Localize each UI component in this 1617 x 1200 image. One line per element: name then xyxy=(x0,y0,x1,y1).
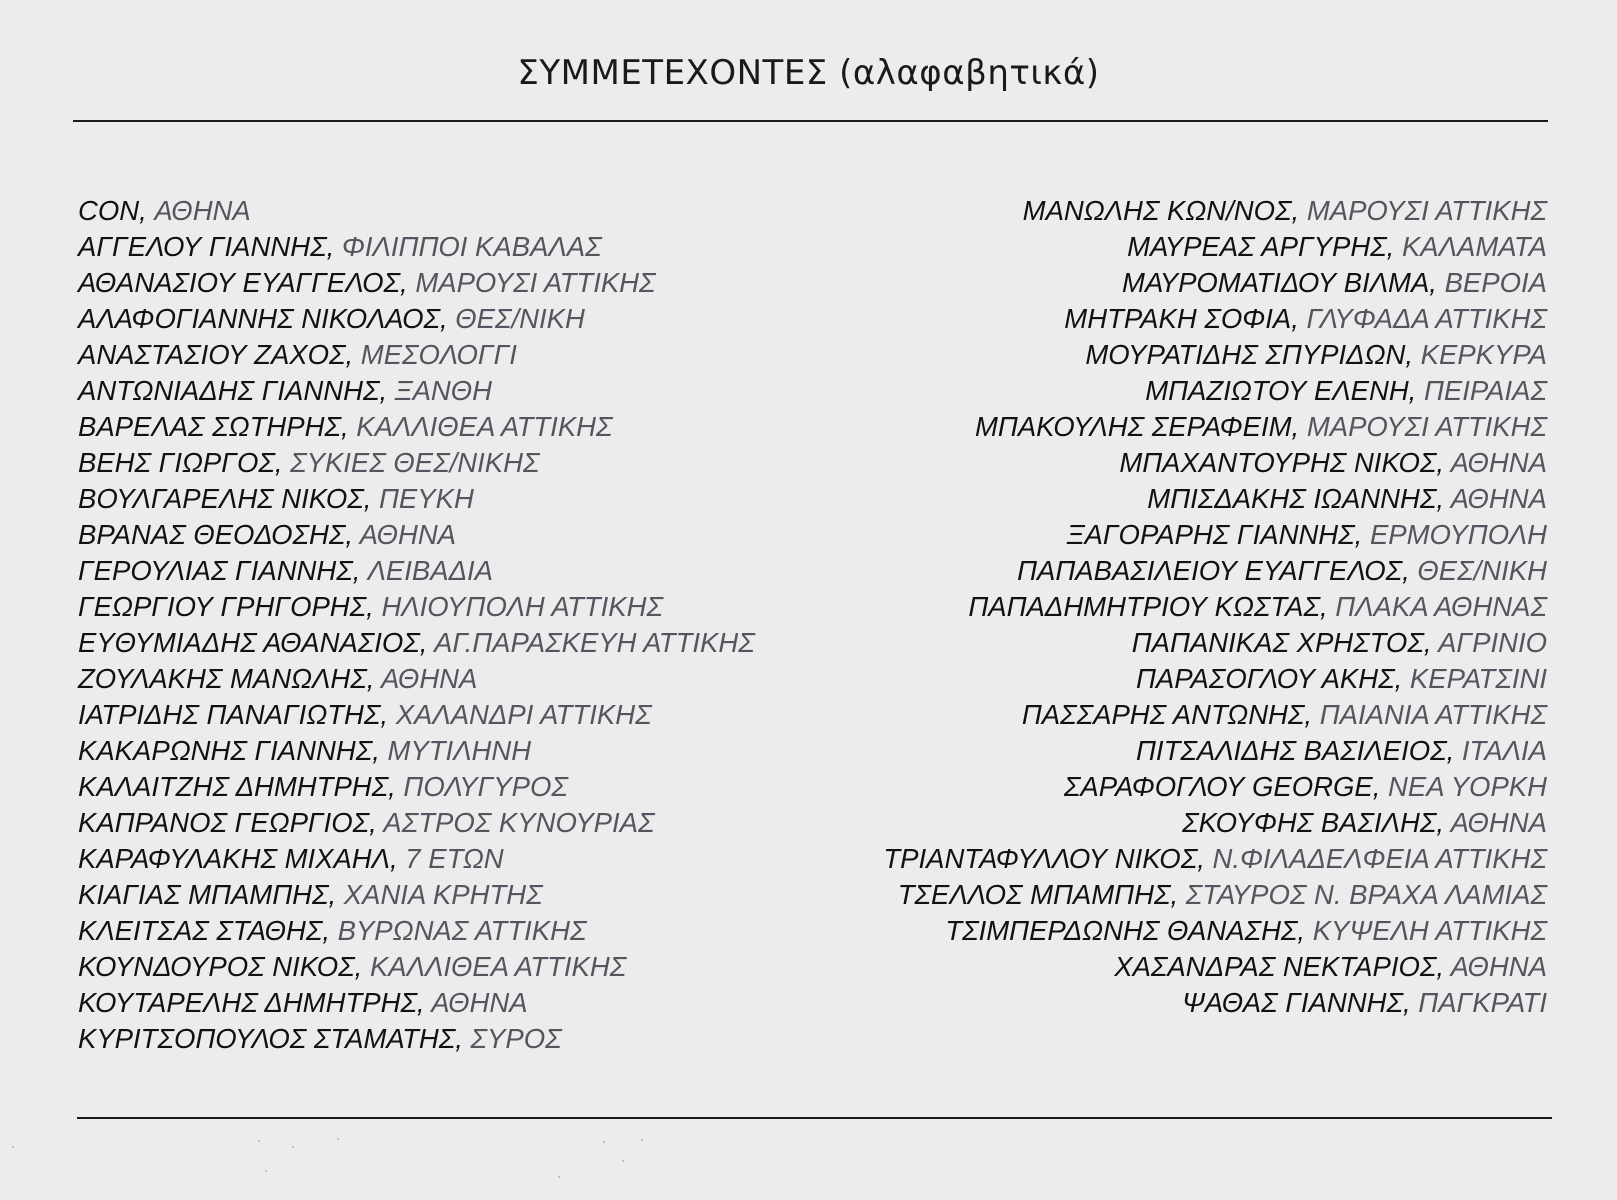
participant-name: ΠΑΠΑΔΗΜΗΤΡΙΟΥ ΚΩΣΤΑΣ, xyxy=(968,591,1328,622)
participant-entry xyxy=(78,805,755,841)
participant-entry xyxy=(78,337,755,373)
participant-entry xyxy=(78,625,755,661)
participant-entry xyxy=(78,841,755,877)
participant-location: ΠΕΙΡΑΙΑΣ xyxy=(1423,375,1547,406)
participant-name: ΑΝΑΣΤΑΣΙΟΥ ΖΑΧΟΣ, xyxy=(78,339,354,370)
participant-name: ΜΠΑΖΙΩΤΟΥ ΕΛΕΝΗ, xyxy=(1145,375,1417,406)
participant-location: ΒΥΡΩΝΑΣ ΑΤΤΙΚΗΣ xyxy=(337,915,587,946)
participant-name: ΜΠΑΚΟΥΛΗΣ ΣΕΡΑΦΕΙΜ, xyxy=(975,411,1300,442)
participant-name: ΚΑΠΡΑΝΟΣ ΓΕΩΡΓΙΟΣ, xyxy=(78,807,377,838)
participant-location: ΑΘΗΝΑ xyxy=(1450,483,1547,514)
participant-location: ΧΑΛΑΝΔΡΙ ΑΤΤΙΚΗΣ xyxy=(395,699,652,730)
participant-location: ΘΕΣ/ΝΙΚΗ xyxy=(1417,555,1547,586)
participant-name: ΒΑΡΕΛΑΣ ΣΩΤΗΡΗΣ, xyxy=(78,411,349,442)
participant-name: ΞΑΓΟΡΑΡΗΣ ΓΙΑΝΝΗΣ, xyxy=(1066,519,1363,550)
participant-name: ΜΑΥΡΕΑΣ ΑΡΓΥΡΗΣ, xyxy=(1127,231,1395,262)
participant-name: ΜΗΤΡΑΚΗ ΣΟΦΙΑ, xyxy=(1064,303,1299,334)
participant-entry xyxy=(78,769,755,805)
participant-location: ΚΑΛΑΜΑΤΑ xyxy=(1401,231,1547,262)
participant-entry xyxy=(78,481,755,517)
bottom-divider xyxy=(77,1117,1552,1119)
participant-location: ΑΘΗΝΑ xyxy=(1450,951,1547,982)
participant-entry xyxy=(78,697,755,733)
participant-location: ΣΥΚΙΕΣ ΘΕΣ/ΝΙΚΗΣ xyxy=(290,447,540,478)
participant-name: ΜΠΙΣΔΑΚΗΣ ΙΩΑΝΝΗΣ, xyxy=(1147,483,1444,514)
participant-entry xyxy=(883,265,1547,301)
participant-location: ΠΟΛΥΓΥΡΟΣ xyxy=(403,771,568,802)
participant-entry xyxy=(883,445,1547,481)
participant-location: ΚΑΛΛΙΘΕΑ ΑΤΤΙΚΗΣ xyxy=(356,411,613,442)
participant-location: ΠΕΥΚΗ xyxy=(379,483,474,514)
participant-name: ΙΑΤΡΙΔΗΣ ΠΑΝΑΓΙΩΤΗΣ, xyxy=(78,699,389,730)
participant-location: ΚΥΨΕΛΗ ΑΤΤΙΚΗΣ xyxy=(1312,915,1547,946)
participant-entry xyxy=(883,733,1547,769)
participant-location: ΧΑΝΙΑ ΚΡΗΤΗΣ xyxy=(343,879,543,910)
participant-location: 7 ΕΤΩΝ xyxy=(405,843,504,874)
participant-location: ΦΙΛΙΠΠΟΙ ΚΑΒΑΛΑΣ xyxy=(341,231,602,262)
participant-name: ΠΑΣΣΑΡΗΣ ΑΝΤΩΝΗΣ, xyxy=(1021,699,1313,730)
participant-name: ΧΑΣΑΝΔΡΑΣ ΝΕΚΤΑΡΙΟΣ, xyxy=(1114,951,1444,982)
participant-name: ΑΝΤΩΝΙΑΔΗΣ ΓΙΑΝΝΗΣ, xyxy=(78,375,388,406)
participant-entry xyxy=(883,193,1547,229)
participant-location: ΜΥΤΙΛΗΝΗ xyxy=(387,735,532,766)
participant-name: ΑΓΓΕΛΟΥ ΓΙΑΝΝΗΣ, xyxy=(78,231,335,262)
participant-location: ΕΡΜΟΥΠΟΛΗ xyxy=(1369,519,1547,550)
participant-name: ΨΑΘΑΣ ΓΙΑΝΝΗΣ, xyxy=(1181,987,1411,1018)
participant-location: ΑΘΗΝΑ xyxy=(154,195,251,226)
participant-name: ΚΟΥΤΑΡΕΛΗΣ ΔΗΜΗΤΡΗΣ, xyxy=(78,987,425,1018)
participant-entry xyxy=(78,913,755,949)
participant-name: ΒΟΥΛΓΑΡΕΛΗΣ ΝΙΚΟΣ, xyxy=(78,483,372,514)
participant-location: ΠΑΓΚΡΑΤΙ xyxy=(1418,987,1547,1018)
participant-entry xyxy=(883,589,1547,625)
participant-entry xyxy=(883,517,1547,553)
participant-entry xyxy=(78,985,755,1021)
participants-left-column xyxy=(78,193,755,1057)
participant-location: ΘΕΣ/ΝΙΚΗ xyxy=(455,303,585,334)
participant-location: ΜΑΡΟΥΣΙ ΑΤΤΙΚΗΣ xyxy=(1306,195,1547,226)
participant-location: ΣΥΡΟΣ xyxy=(470,1023,562,1054)
participant-entry xyxy=(78,1021,755,1057)
participant-entry xyxy=(78,661,755,697)
participant-location: ΑΓΡΙΝΙΟ xyxy=(1438,627,1547,658)
participant-location: ΒΕΡΟΙΑ xyxy=(1444,267,1547,298)
participant-name: CON, xyxy=(78,195,147,226)
participant-location: ΞΑΝΘΗ xyxy=(394,375,493,406)
participant-entry xyxy=(883,877,1547,913)
participant-name: ΚΥΡΙΤΣΟΠΟΥΛΟΣ ΣΤΑΜΑΤΗΣ, xyxy=(78,1023,463,1054)
participant-location: ΑΣΤΡΟΣ ΚΥΝΟΥΡΙΑΣ xyxy=(383,807,655,838)
participant-location: ΑΘΗΝΑ xyxy=(359,519,457,550)
participant-location: ΑΘΗΝΑ xyxy=(1450,447,1547,478)
participant-entry xyxy=(883,841,1547,877)
participant-name: ΑΘΑΝΑΣΙΟΥ ΕΥΑΓΓΕΛΟΣ, xyxy=(78,267,408,298)
participant-name: ΠΙΤΣΑΛΙΔΗΣ ΒΑΣΙΛΕΙΟΣ, xyxy=(1136,735,1455,766)
participant-name: ΓΕΡΟΥΛΙΑΣ ΓΙΑΝΝΗΣ, xyxy=(78,555,361,586)
participant-name: ΜΠΑΧΑΝΤΟΥΡΗΣ ΝΙΚΟΣ, xyxy=(1119,447,1444,478)
participant-location: ΠΛΑΚΑ ΑΘΗΝΑΣ xyxy=(1335,591,1547,622)
participant-entry xyxy=(883,373,1547,409)
participant-entry xyxy=(78,733,755,769)
participant-location: ΠΑΙΑΝΙΑ ΑΤΤΙΚΗΣ xyxy=(1319,699,1547,730)
participant-name: ΜΑΝΩΛΗΣ ΚΩΝ/ΝΟΣ, xyxy=(1022,195,1300,226)
participant-entry xyxy=(78,229,755,265)
participant-name: ΚΛΕΙΤΣΑΣ ΣΤΑΘΗΣ, xyxy=(78,915,330,946)
participant-name: ΒΕΗΣ ΓΙΩΡΓΟΣ, xyxy=(78,447,283,478)
participant-location: ΑΘΗΝΑ xyxy=(431,987,528,1018)
participant-name: ΕΥΘΥΜΙΑΔΗΣ ΑΘΑΝΑΣΙΟΣ, xyxy=(78,627,428,658)
participant-entry xyxy=(78,409,755,445)
participant-location: ΚΕΡΑΤΣΙΝΙ xyxy=(1409,663,1547,694)
participant-entry xyxy=(78,589,755,625)
participant-name: ΠΑΠΑΒΑΣΙΛΕΙΟΥ ΕΥΑΓΓΕΛΟΣ, xyxy=(1017,555,1410,586)
participant-name: ΖΟΥΛΑΚΗΣ ΜΑΝΩΛΗΣ, xyxy=(78,663,375,694)
participant-name: ΣΚΟΥΦΗΣ ΒΑΣΙΛΗΣ, xyxy=(1182,807,1444,838)
participant-location: Ν.ΦΙΛΑΔΕΛΦΕΙΑ ΑΤΤΙΚΗΣ xyxy=(1212,843,1547,874)
participant-entry xyxy=(78,517,755,553)
page-title: ΣΥΜΜΕΤΕΧΟΝΤΕΣ (αλαφαβητικά) xyxy=(517,52,1100,93)
participant-name: ΜΟΥΡΑΤΙΔΗΣ ΣΠΥΡΙΔΩΝ, xyxy=(1085,339,1413,370)
participant-location: ΚΑΛΛΙΘΕΑ ΑΤΤΙΚΗΣ xyxy=(369,951,627,982)
participant-location: ΓΛΥΦΑΔΑ ΑΤΤΙΚΗΣ xyxy=(1306,303,1547,334)
participant-entry xyxy=(883,985,1547,1021)
participant-entry xyxy=(883,553,1547,589)
participant-entry xyxy=(883,301,1547,337)
participant-entry xyxy=(78,553,755,589)
participant-name: ΚΑΛΑΙΤΖΗΣ ΔΗΜΗΤΡΗΣ, xyxy=(78,771,396,802)
participant-name: ΠΑΠΑΝΙΚΑΣ ΧΡΗΣΤΟΣ, xyxy=(1131,627,1432,658)
participant-entry xyxy=(883,229,1547,265)
participant-entry xyxy=(78,877,755,913)
participants-right-column xyxy=(883,193,1547,1021)
participant-entry xyxy=(78,445,755,481)
participant-entry xyxy=(883,337,1547,373)
participant-location: ΝΕΑ ΥΟΡΚΗ xyxy=(1388,771,1547,802)
participant-location: ΚΕΡΚΥΡΑ xyxy=(1420,339,1547,370)
top-divider xyxy=(73,120,1548,122)
participant-entry xyxy=(883,949,1547,985)
participant-name: ΒΡΑΝΑΣ ΘΕΟΔΟΣΗΣ, xyxy=(78,519,354,550)
participant-entry xyxy=(883,769,1547,805)
participant-name: ΚΑΡΑΦΥΛΑΚΗΣ ΜΙΧΑΗΛ, xyxy=(78,843,398,874)
participant-entry xyxy=(78,193,755,229)
participant-entry xyxy=(883,481,1547,517)
participant-location: ΜΑΡΟΥΣΙ ΑΤΤΙΚΗΣ xyxy=(415,267,656,298)
participant-name: ΓΕΩΡΓΙΟΥ ΓΡΗΓΟΡΗΣ, xyxy=(78,591,374,622)
participant-location: ΜΕΣΟΛΟΓΓΙ xyxy=(360,339,517,370)
participant-entry xyxy=(883,661,1547,697)
participant-name: ΠΑΡΑΣΟΓΛΟΥ ΑΚΗΣ, xyxy=(1135,663,1403,694)
participant-name: ΤΣΕΛΛΟΣ ΜΠΑΜΠΗΣ, xyxy=(897,879,1179,910)
participant-location: ΗΛΙΟΥΠΟΛΗ ΑΤΤΙΚΗΣ xyxy=(381,591,663,622)
participant-entry xyxy=(883,805,1547,841)
participant-entry xyxy=(883,913,1547,949)
participant-entry xyxy=(78,301,755,337)
participant-name: ΜΑΥΡΟΜΑΤΙΔΟΥ ΒΙΛΜΑ, xyxy=(1122,267,1437,298)
participant-location: ΛΕΙΒΑΔΙΑ xyxy=(367,555,494,586)
participant-location: ΑΘΗΝΑ xyxy=(381,663,478,694)
participant-name: ΚΑΚΑΡΩΝΗΣ ΓΙΑΝΝΗΣ, xyxy=(78,735,380,766)
participant-name: ΣΑΡΑΦΟΓΛΟΥ GEORGE, xyxy=(1063,771,1381,802)
participant-name: ΚΙΑΓΙΑΣ ΜΠΑΜΠΗΣ, xyxy=(78,879,337,910)
participant-entry xyxy=(883,625,1547,661)
participant-location: ΑΘΗΝΑ xyxy=(1450,807,1547,838)
participant-location: ΑΓ.ΠΑΡΑΣΚΕΥΗ ΑΤΤΙΚΗΣ xyxy=(434,627,755,658)
participant-entry xyxy=(78,949,755,985)
participant-name: ΑΛΑΦΟΓΙΑΝΝΗΣ ΝΙΚΟΛΑΟΣ, xyxy=(78,303,448,334)
participant-location: ΜΑΡΟΥΣΙ ΑΤΤΙΚΗΣ xyxy=(1306,411,1547,442)
participant-location: ΙΤΑΛΙΑ xyxy=(1461,735,1547,766)
participant-name: ΤΣΙΜΠΕΡΔΩΝΗΣ ΘΑΝΑΣΗΣ, xyxy=(945,915,1306,946)
participant-entry xyxy=(883,409,1547,445)
participant-name: ΤΡΙΑΝΤΑΦΥΛΛΟΥ ΝΙΚΟΣ, xyxy=(883,843,1205,874)
participant-name: ΚΟΥΝΔΟΥΡΟΣ ΝΙΚΟΣ, xyxy=(78,951,363,982)
participant-entry xyxy=(78,373,755,409)
participant-entry xyxy=(78,265,755,301)
participant-entry xyxy=(883,697,1547,733)
participant-location: ΣΤΑΥΡΟΣ Ν. ΒΡΑΧΑ ΛΑΜΙΑΣ xyxy=(1185,879,1547,910)
